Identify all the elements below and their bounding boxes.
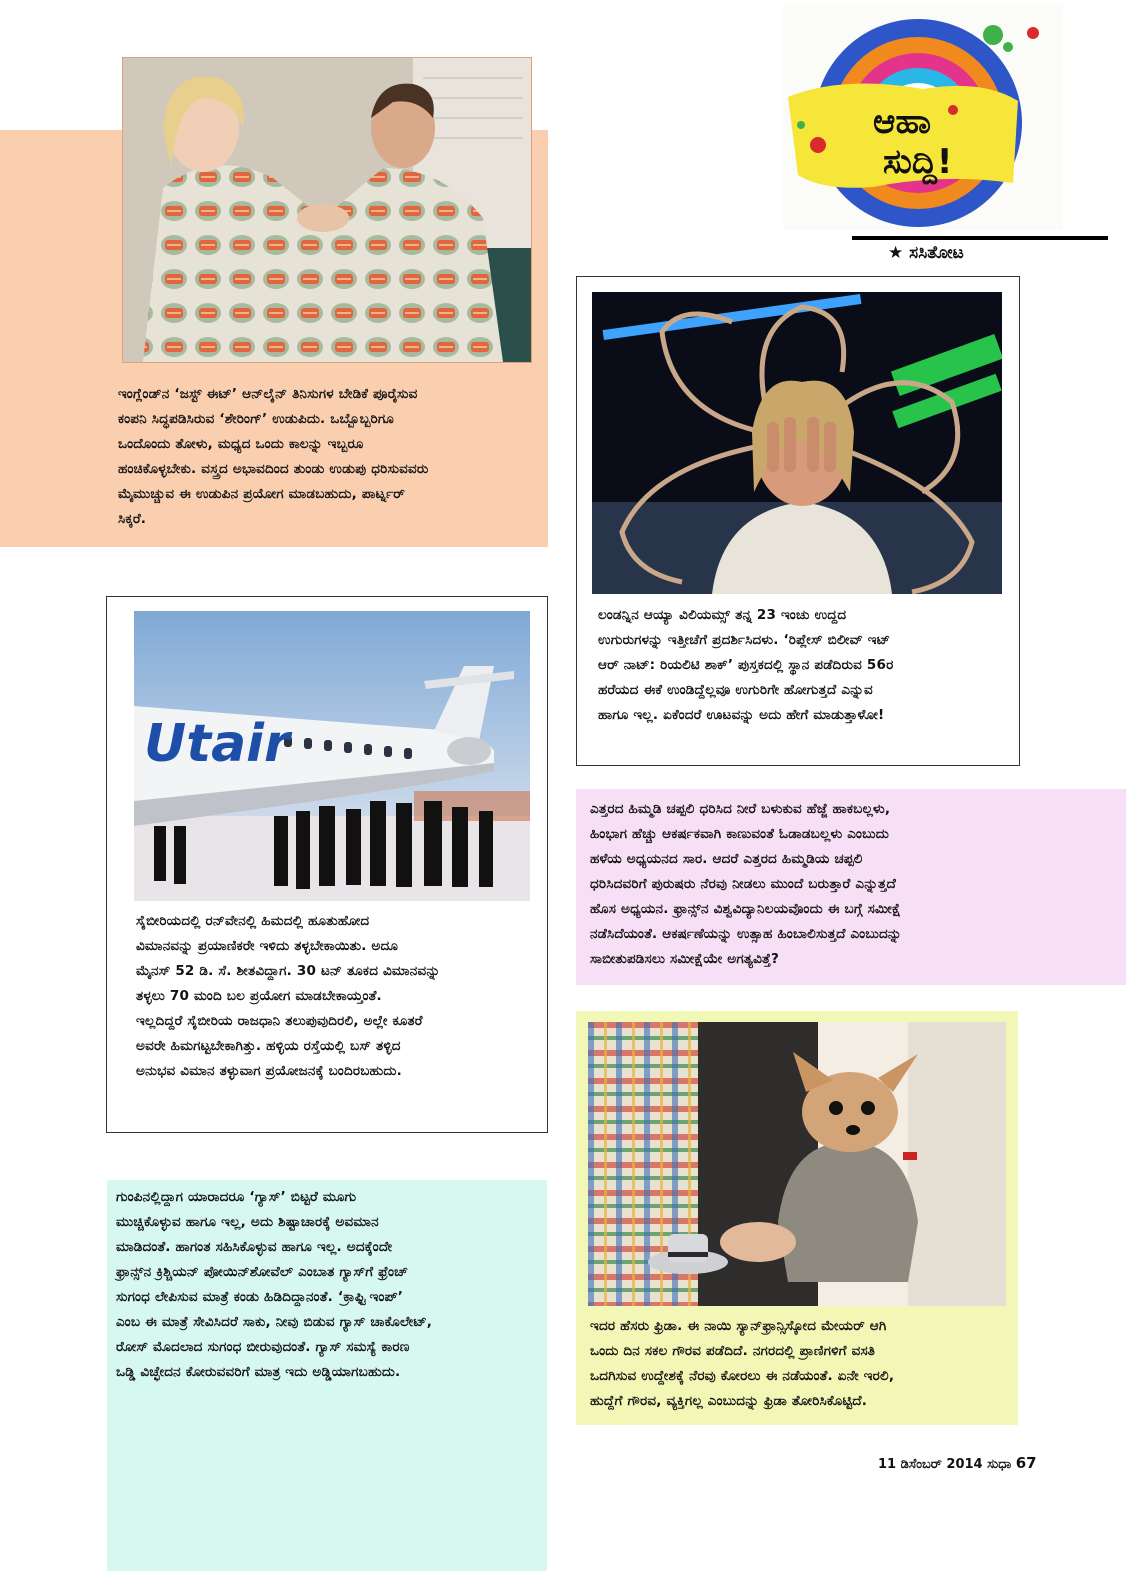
text-line: ರೋಸ್ ಮೊದಲಾದ ಸುಗಂಧ ಬೀರುವುದಂತೆ. ಗ್ಯಾಸ್ ಸಮಸ್ಯೆ ಕಾರಣ [116,1339,410,1355]
text-line: ಇದರ ಹೆಸರು ಫ್ರಿಡಾ. ಈ ನಾಯಿ ಸ್ಯಾನ್‌ಫ್ರಾನ್ಸಿಸ್ಕೋದ ಮೇಯರ್ ಆಗಿ [590,1318,887,1334]
text-line: ಮೈನಸ್ 52 ಡಿ. ಸೆ. ಶೀತವಿದ್ದಾಗ. 30 ಟನ್ ತೂಕದ ವಿಮಾನವನ್ನು [136,963,441,979]
page-number: 67 [1015,1454,1037,1472]
star-icon: ★ [888,243,904,263]
folio-month: ಡಿಸೆಂಬರ್ [900,1457,942,1472]
text-line: ಒಡ್ಡಿ ವಿಚ್ಛೇದನ ಕೋರುವವರಿಗೆ ಮಾತ್ರ ಇದು ಅಡ್ಡಿಯಾಗಬಹುದು. [116,1364,401,1380]
plane-push-photo [134,611,530,901]
story-gas-pill-text [116,1185,546,1385]
text-line: ಫ್ರಾನ್ಸ್‌ನ ಕ್ರಿಶ್ಚಿಯನ್ ಪೋಯಿನ್‌ಶೋವೆಲ್ ಎಂಬಾತ ಗ್ಯಾಸ್‌ಗೆ ಫ್ರೆಂಚ್ [116,1264,408,1280]
text-line: ಉಗುರುಗಳನ್ನು ಇತ್ತೀಚೆಗೆ ಪ್ರದರ್ಶಿಸಿದಳು. ‘ರಿಪ್ಲೇಸ್ ಬಿಲೀವ್ ಇಟ್ [598,632,891,648]
text-line: ಮೈಮುಚ್ಚುವ ಈ ಉಡುಪಿನ ಪ್ರಯೋಗ ಮಾಡಬಹುದು, ಪಾರ್ಟ್ನರ್ [118,486,405,502]
text-line: ಒಂದೊಂದು ತೋಳು, ಮಧ್ಯದ ಒಂದು ಕಾಲನ್ನು ಇಬ್ಬರೂ [118,436,364,452]
story-dog-mayor-text [590,1314,1015,1414]
text-line: ಒದಗಿಸುವ ಉದ್ದೇಶಕ್ಕೆ ನೆರವು ಕೋರಲು ಈ ನಡೆಯಂತೆ. ಏನೇ ಇರಲಿ, [590,1368,895,1384]
section-logo [783,5,1063,230]
couple-onesie-photo [122,57,532,363]
page-folio [878,1454,1037,1472]
text-line: ಸುಗಂಧ ಲೇಪಿಸುವ ಮಾತ್ರೆ ಕಂಡು ಹಿಡಿದಿದ್ದಾನಂತೆ. ‘ಕ್ರಾಫ್ಟಿ ಇಂಪ್’ [116,1289,404,1305]
text-line: ಧರಿಸಿದವರಿಗೆ ಪುರುಷರು ನೆರವು ನೀಡಲು ಮುಂದೆ ಬರುತ್ತಾರೆ ಎನ್ನುತ್ತದೆ [590,876,896,892]
story-sharing-suit-text [118,382,538,532]
couple-onesie-illustration [123,58,531,362]
text-line: ತಳ್ಳಲು 70 ಮಂದಿ ಬಲ ಪ್ರಯೋಗ ಮಾಡಬೇಕಾಯ್ತಂತೆ. [136,988,382,1004]
long-nails-illustration [592,292,1002,594]
folio-year: 2014 [946,1457,983,1472]
text-line: ಹುದ್ದೆಗೆ ಗೌರವ, ವ್ಯಕ್ತಿಗಲ್ಲ ಎಂಬುದನ್ನು ಫ್ರಿಡಾ ತೋರಿಸಿಕೊಟ್ಟಿದೆ. [590,1393,868,1409]
text-line: ನಡೆಸಿದೆಯಂತೆ. ಆಕರ್ಷಣೆಯನ್ನು ಉತ್ಸಾಹ ಹಿಂಬಾಲಿಸುತ್ತದೆ ಎಂಬುದನ್ನು [590,926,902,942]
author-name: ಸಸಿತೋಟ [909,243,964,263]
folio-day: 11 [878,1457,897,1472]
text-line: ಸೈಬೀರಿಯದಲ್ಲಿ ರನ್‌ವೇನಲ್ಲಿ ಹಿಮದಲ್ಲಿ ಹೂತುಹೋದ [136,913,370,929]
text-line: ಹೊಸ ಅಧ್ಯಯನ. ಫ್ರಾನ್ಸ್‌ನ ವಿಶ್ವವಿದ್ಯಾನಿಲಯವೊಂದು ಈ ಬಗ್ಗೆ ಸಮೀಕ್ಷೆ [590,901,901,917]
text-line: ವಿಮಾನವನ್ನು ಪ್ರಯಾಣಿಕರೇ ಇಳಿದು ತಳ್ಳಬೇಕಾಯಿತು. ಅದೂ [136,938,399,954]
text-line: ಹಿಂಭಾಗ ಹೆಚ್ಚು ಆಕರ್ಷಕವಾಗಿ ಕಾಣುವಂತೆ ಓಡಾಡಬಲ್ಲಳು ಎಂಬುದು [590,826,889,842]
text-line: ಹಂಚಿಕೊಳ್ಳಬೇಕು. ವಸ್ತ್ರದ ಅಭಾವದಿಂದ ತುಂಡು ಉಡುಪು ಧರಿಸುವವರು [118,461,429,477]
text-line: ಅವರೇ ಹಿಮಗಟ್ಟಬೇಕಾಗಿತ್ತು. ಹಳ್ಳಿಯ ರಸ್ತೆಯಲ್ಲಿ ಬಸ್ ತಳ್ಳಿದ [136,1038,401,1054]
text-line: ಆರ್ ನಾಟ್: ರಿಯಲಿಟಿ ಶಾಕ್’ ಪುಸ್ತಕದಲ್ಲಿ ಸ್ಥಾನ ಪಡೆದಿರುವ 56ರ [598,657,894,673]
folio-magazine: ಸುಧಾ [987,1457,1012,1472]
author-byline [888,243,964,263]
text-line: ಗುಂಪಿನಲ್ಲಿದ್ದಾಗ ಯಾರಾದರೂ ‘ಗ್ಯಾಸ್’ ಬಿಟ್ಟರೆ ಮೂಗು [116,1189,357,1205]
dog-photo [588,1022,1006,1306]
text-line: ಎತ್ತರದ ಹಿಮ್ಮಡಿ ಚಪ್ಪಲಿ ಧರಿಸಿದ ನೀರೆ ಬಳುಕುವ ಹೆಜ್ಜೆ ಹಾಕಬಲ್ಲಳು, [590,801,891,817]
text-line: ಸಿಕ್ಕರೆ. [118,511,147,527]
dog-illustration [588,1022,1006,1306]
text-line: ಕಂಪನಿ ಸಿದ್ಧಪಡಿಸಿರುವ ‘ಶೇರಿಂಗ್’ ಉಡುಪಿದು. ಒಬ್ಬೊಬ್ಬರಿಗೂ [118,411,394,427]
logo-line2: ಸುದ್ದಿ! [883,142,953,182]
text-line: ಸಾಬೀತುಪಡಿಸಲು ಸಮೀಕ್ಷೆಯೇ ಅಗತ್ಯವಿತ್ತೆ? [590,951,780,967]
text-line: ಹಾಗೂ ಇಲ್ಲ. ಏಕೆಂದರೆ ಊಟವನ್ನು ಅದು ಹೇಗೆ ಮಾಡುತ್ತಾಳೋ! [598,707,885,723]
text-line: ಲಂಡನ್ನಿನ ಆಯ್ಯಾ ವಿಲಿಯಮ್ಸ್ ತನ್ನ 23 ಇಂಚು ಉದ್ದದ [598,607,847,623]
plane-livery-text: Utair [144,714,290,774]
text-line: ಮಾಡಿದಂತೆ. ಹಾಗಂತ ಸಹಿಸಿಕೊಳ್ಳುವ ಹಾಗೂ ಇಲ್ಲ. ಅದಕ್ಕೆಂದೇ [116,1239,393,1255]
aha-suddi-logo [783,5,1063,230]
story-plane-text [136,909,536,1084]
text-line: ಹರೆಯದ ಈಕೆ ಉಂಡಿದ್ದೆಲ್ಲವೂ ಉಗುರಿಗೇ ಹೋಗುತ್ತದೆ ಎನ್ನುವ [598,682,873,698]
plane-push-illustration [134,611,530,901]
text-line: ಇಂಗ್ಲೆಂಡ್‌ನ ‘ಜಸ್ಟ್ ಈಟ್’ ಆನ್‌ಲೈನ್ ತಿನಿಸುಗಳ ಬೇಡಿಕೆ ಪೂರೈಸುವ [118,386,418,402]
logo-line1: ಆಹಾ [873,102,932,142]
text-line: ಅನುಭವ ವಿಮಾನ ತಳ್ಳುವಾಗ ಪ್ರಯೋಜನಕ್ಕೆ ಬಂದಿರಬಹುದು. [136,1063,402,1079]
long-nails-photo [592,292,1002,594]
story-long-nails-text [598,603,1008,728]
text-line: ಎಂಬ ಈ ಮಾತ್ರೆ ಸೇವಿಸಿದರೆ ಸಾಕು, ನೀವು ಬಿಡುವ ಗ್ಯಾಸ್ ಚಾಕೊಲೇಟ್, [116,1314,433,1330]
text-line: ಹಳೆಯ ಅಧ್ಯಯನದ ಸಾರ. ಆದರೆ ಎತ್ತರದ ಹಿಮ್ಮಡಿಯ ಚಪ್ಪಲಿ [590,851,863,867]
text-line: ಮುಚ್ಚಿಕೊಳ್ಳುವ ಹಾಗೂ ಇಲ್ಲ, ಅದು ಶಿಷ್ಟಾಚಾರಕ್ಕೆ ಅವಮಾನ [116,1214,379,1230]
text-line: ಒಂದು ದಿನ ಸಕಲ ಗೌರವ ಪಡೆದಿದೆ. ನಗರದಲ್ಲಿ ಪ್ರಾಣಿಗಳಿಗೆ ವಸತಿ [590,1343,876,1359]
story-high-heels-text [590,797,1120,972]
header-rule [852,236,1108,240]
text-line: ಇಲ್ಲದಿದ್ದರೆ ಸೈಬೀರಿಯ ರಾಜಧಾನಿ ತಲುಪುವುದಿರಲಿ, ಅಲ್ಲೇ ಕೂತರೆ [136,1013,423,1029]
